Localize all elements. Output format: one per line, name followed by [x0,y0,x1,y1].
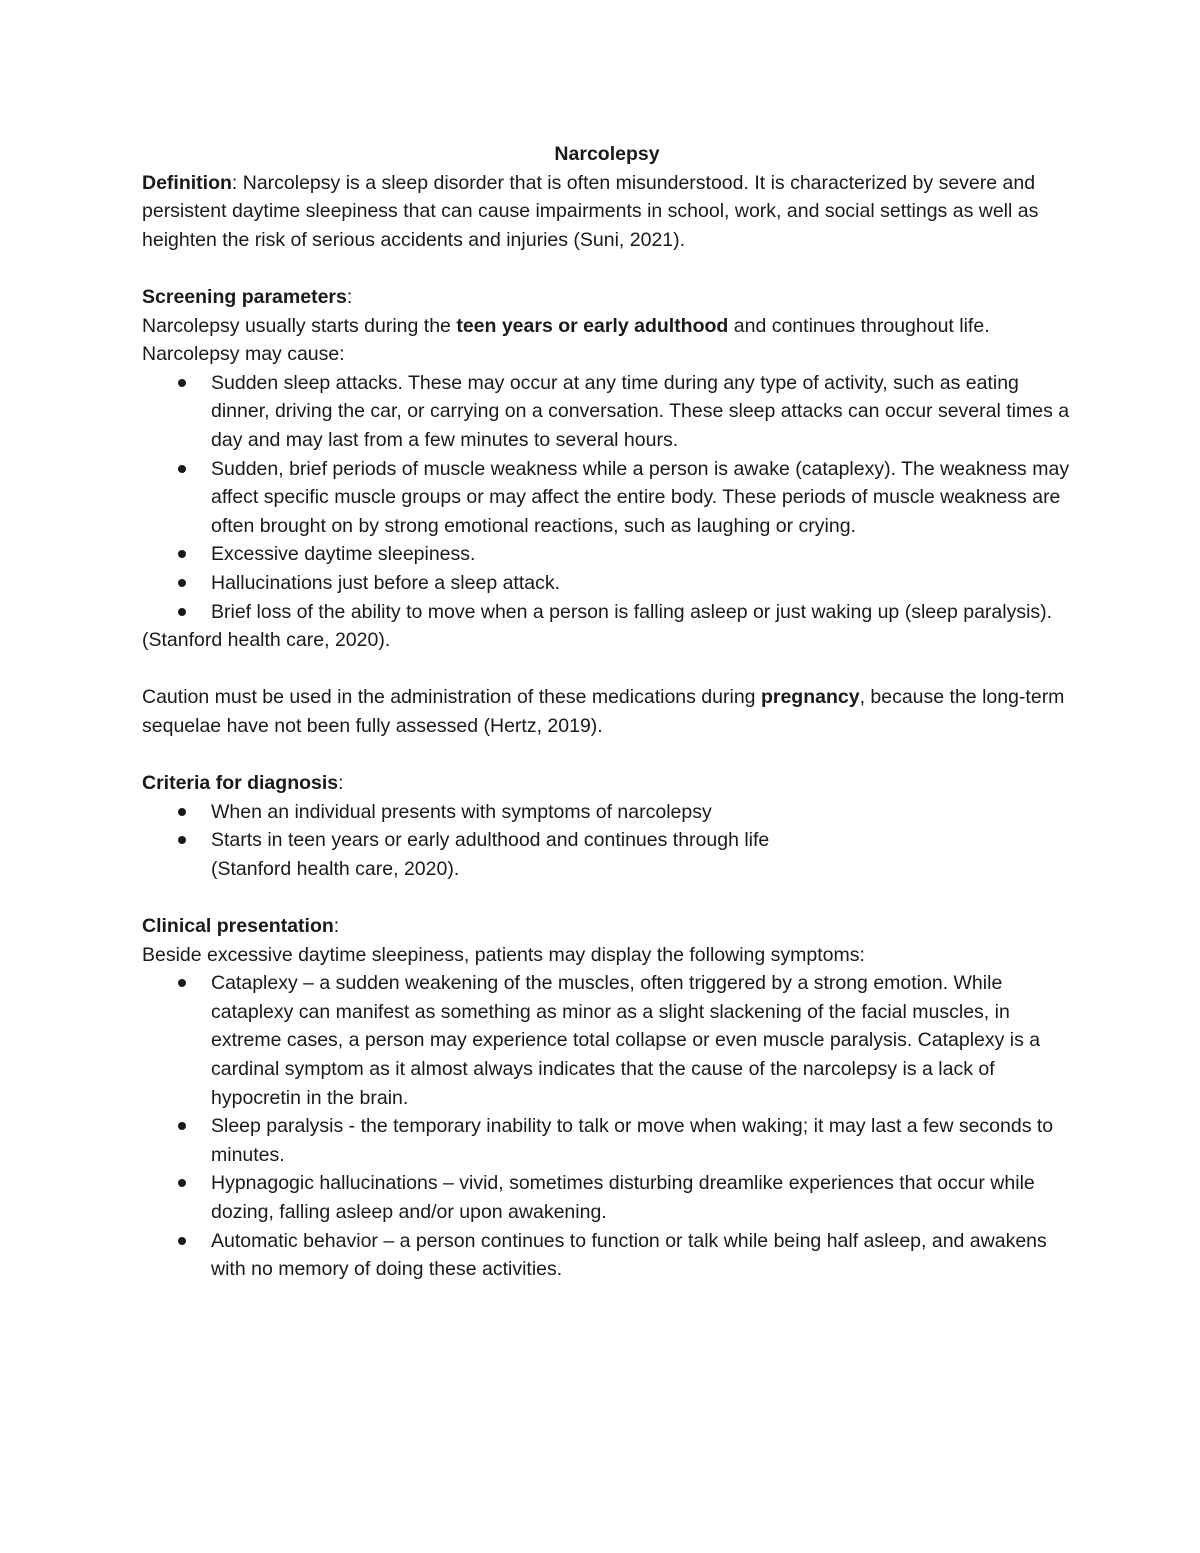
list-item-text: Sudden, brief periods of muscle weakness while a person is awake (cataplexy). The weakness may affect specific muscle groups or may affect the entire body. These periods of muscle weakness are often brought on by strong emotional reactions, such as laughing or crying. [211,457,1070,537]
list-item [211,1112,1072,1169]
list-item-text: Hallucinations just before a sleep attack. [211,571,561,594]
clinical-heading [142,912,1072,941]
definition-text: : Narcolepsy is a sleep disorder that is often misunderstood. It is characterized by severe and persistent daytime sleepiness that can cause impairments in school, work, and social settings as well as heighten the risk of serious accidents and injuries (Suni, 2021). [142,171,1039,251]
bullet-icon [178,1122,186,1130]
caution-post: , because the long-term sequelae have not been fully assessed (Hertz, 2019). [142,686,1065,737]
bullet-icon [178,1179,186,1187]
list-item-text: When an individual presents with symptoms of narcolepsy [211,800,712,823]
document-title: Narcolepsy [554,143,660,165]
bullet-icon [178,808,186,816]
list-item-text: Hypnagogic hallucinations – vivid, sometimes disturbing dreamlike experiences that occur while dozing, falling asleep and/or upon awakening. [211,1172,1035,1223]
list-item [211,1169,1072,1226]
list-item-text: Brief loss of the ability to move when a person is falling asleep or just waking up (sleep paralysis). [211,600,1053,623]
list-item [211,369,1072,455]
screening-intro-post: and continues throughout life. [728,314,990,337]
screening-heading-text: Screening parameters [142,285,347,308]
list-item [211,540,1072,569]
bullet-icon [178,1237,186,1245]
criteria-citation: (Stanford health care, 2020). [211,857,460,880]
caution-paragraph [142,683,1072,740]
criteria-heading-colon: : [338,772,344,795]
criteria-heading-text: Criteria for diagnosis [142,772,339,795]
definition-label: Definition [142,171,232,194]
caution-bold: pregnancy [760,686,860,709]
document-page [142,140,1072,1284]
bullet-icon [178,550,186,558]
clinical-list [142,969,1072,1284]
clinical-heading-text: Clinical presentation [142,915,334,938]
list-item-text: Automatic behavior – a person continues to function or talk while being half asleep, and awakens with no memory of doing these activities. [211,1229,1047,1281]
bullet-icon [178,979,186,987]
list-item-text: Starts in teen years or early adulthood and continues through life [211,829,770,852]
screening-list [142,369,1072,626]
list-item [211,569,1072,598]
clinical-heading-colon: : [333,915,340,938]
may-cause-line: Narcolepsy may cause: [142,343,345,366]
list-item-text: Sudden sleep attacks. These may occur at any time during any type of activity, such as eating dinner, driving the car, or carrying on a conversation. These sleep attacks can occur several times a day and may last from a few minutes to several hours. [211,371,1070,451]
bullet-icon [178,836,186,844]
list-item-text: Excessive daytime sleepiness. [211,543,476,566]
list-item [211,1227,1072,1284]
screening-intro [142,312,1072,341]
screening-intro-pre: Narcolepsy usually starts during the [142,314,457,337]
screening-heading [142,283,1072,312]
caution-pre: Caution must be used in the administration of these medications during [142,686,761,709]
definition-paragraph [142,169,1072,255]
bullet-icon [178,579,186,587]
list-item [211,598,1072,627]
bullet-icon [178,608,186,616]
bullet-icon [178,465,186,473]
screening-citation: (Stanford health care, 2020). [142,629,391,652]
list-item-text: Cataplexy – a sudden weakening of the muscles, often triggered by a strong emotion. While cataplexy can manifest as something as minor as a slight slackening of the facial muscles, in extreme cases, a person may experience total collapse or even muscle paralysis. Cataplexy is a cardinal symptom as it almost always indicates that the cause of the narcolepsy is a lack of hypocretin in the brain. [211,972,1041,1109]
list-item [211,826,1072,855]
screening-intro-bold: teen years or early adulthood [456,314,729,337]
clinical-intro: Beside excessive daytime sleepiness, patients may display the following symptoms: [142,943,865,966]
list-item-text: Sleep paralysis - the temporary inability to talk or move when waking; it may last a few seconds to minutes. [211,1115,1054,1166]
criteria-heading [142,769,1072,798]
list-item [211,969,1072,1112]
bullet-icon [178,379,186,387]
list-item [211,798,1072,827]
screening-heading-colon: : [346,285,353,308]
list-item [211,455,1072,541]
criteria-list [142,798,1072,855]
